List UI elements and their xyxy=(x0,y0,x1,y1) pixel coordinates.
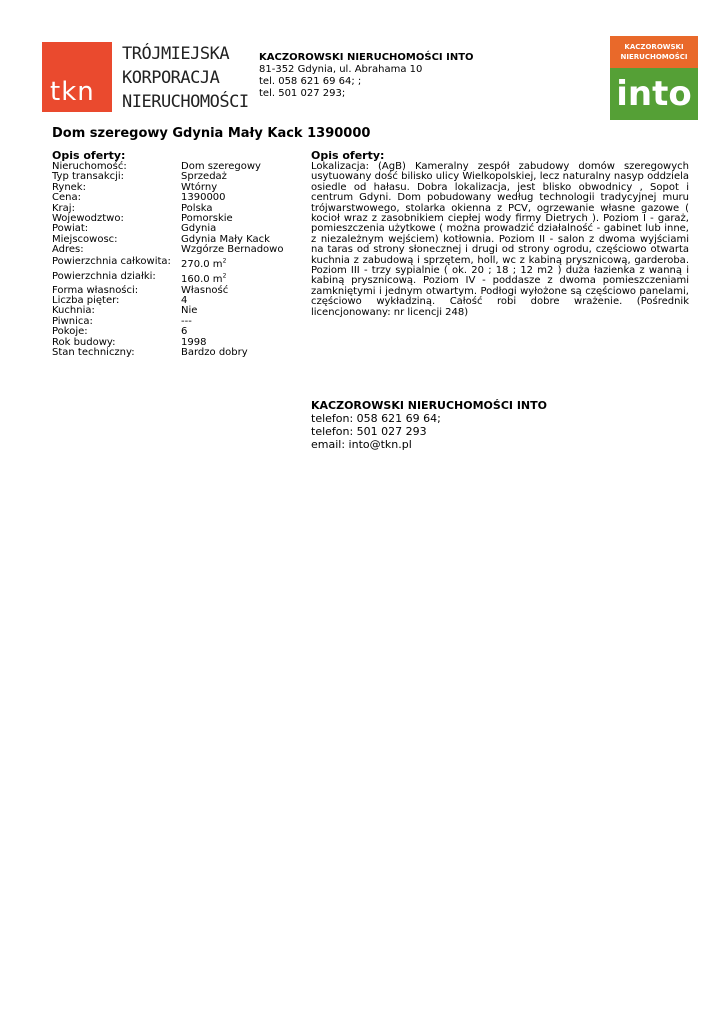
detail-label: Forma własności: xyxy=(52,284,139,296)
agency-phone: tel. 058 621 69 64; ; xyxy=(259,76,362,87)
unit-exponent: 2 xyxy=(222,272,227,280)
tkn-logo-mark xyxy=(42,42,112,112)
detail-value-text: 160.0 m xyxy=(181,273,223,285)
contact-phone: telefon: 058 621 69 64; xyxy=(311,412,441,425)
detail-label: Wojewodztwo: xyxy=(52,213,124,225)
detail-value-text: 1998 xyxy=(181,336,207,348)
into-logo-line: NIERUCHOMOŚCI xyxy=(620,53,688,61)
detail-value-text: Sprzedaż xyxy=(181,171,227,183)
agency-address: 81-352 Gdynia, ul. Abrahama 10 xyxy=(259,64,423,75)
into-logo-word: into xyxy=(610,68,698,120)
detail-value xyxy=(181,256,226,270)
detail-label: Stan techniczny: xyxy=(52,347,135,359)
detail-label: Powierzchnia działki: xyxy=(52,270,156,282)
tkn-logo-line: TRÓJMIEJSKA xyxy=(122,44,230,64)
detail-value-text: 4 xyxy=(181,295,188,307)
detail-label: Cena: xyxy=(52,192,81,204)
details-list xyxy=(52,162,292,359)
tkn-logo-wordmark xyxy=(122,42,249,114)
into-logo xyxy=(610,36,698,120)
agency-phone: tel. 501 027 293; xyxy=(259,88,346,99)
detail-label: Liczba pięter: xyxy=(52,295,120,307)
agency-header xyxy=(259,52,474,100)
tkn-logo-line: KORPORACJA xyxy=(122,68,220,88)
offer-description xyxy=(311,150,689,318)
detail-label: Piwnica: xyxy=(52,315,93,327)
detail-row xyxy=(52,348,292,358)
listing-title: Dom szeregowy Gdynia Mały Kack 1390000 xyxy=(52,126,371,141)
detail-value-text: Gdynia xyxy=(181,223,217,235)
detail-value-text: 6 xyxy=(181,326,188,338)
contact-block xyxy=(311,399,547,451)
offer-details-heading: Opis oferty: xyxy=(52,149,126,162)
detail-row xyxy=(52,193,292,203)
into-logo-top xyxy=(610,36,698,68)
detail-value-text: Nie xyxy=(181,305,198,317)
detail-row xyxy=(52,256,292,270)
detail-value-text: Pomorskie xyxy=(181,213,233,225)
detail-row xyxy=(52,172,292,182)
offer-description-heading: Opis oferty: xyxy=(311,149,385,162)
detail-row xyxy=(52,245,292,255)
detail-label: Typ transakcji: xyxy=(52,171,125,183)
detail-row xyxy=(52,214,292,224)
detail-value-text: Wzgórze Bernadowo xyxy=(181,244,284,256)
detail-row xyxy=(52,183,292,193)
detail-label: Kraj: xyxy=(52,202,75,214)
detail-label: Powiat: xyxy=(52,223,89,235)
tkn-logo-line: NIERUCHOMOŚCI xyxy=(122,92,249,112)
detail-value xyxy=(181,271,226,285)
offer-details xyxy=(52,150,292,359)
detail-label: Kuchnia: xyxy=(52,305,95,317)
tkn-logo xyxy=(42,42,249,114)
contact-name: KACZOROWSKI NIERUCHOMOŚCI INTO xyxy=(311,399,547,412)
detail-value xyxy=(181,286,228,296)
detail-value-text: Dom szeregowy xyxy=(181,161,261,172)
detail-value-text: 270.0 m xyxy=(181,258,223,270)
contact-email: email: into@tkn.pl xyxy=(311,438,412,451)
unit-exponent: 2 xyxy=(222,257,227,265)
tkn-logo-mark-text: tkn xyxy=(50,77,95,107)
detail-value-text: Polska xyxy=(181,202,213,214)
detail-label: Rynek: xyxy=(52,181,86,193)
detail-label: Nieruchomość: xyxy=(52,161,127,172)
offer-description-text: Lokalizacja: (AgB) Kameralny zespół zabudowy domów szeregowych usytuowany dość bilisko ulicy Wielkopolskiej, lecz naturalny nasyp oddziela osiedle od hałasu. Dobra lokalizacja, jest blisko obwodnicy , Sopot i centrum Gdyni. Dom pobudowany według technologii tradycyjnej muru trójwarstwowego, stolarka okienna z PCV, ogrzewanie własne gazowe ( kocioł wraz z zasobnikiem ciepłej wody firmy Dietrych ). Poziom I - garaż, pomieszczenia użytkowe ( można prowadzić działalność - gabinet lub inne, z niezależnym wejściem) kotłownia. Poziom II - salon z dwoma wyjściami na taras od strony słonecznej i drugi od strony ogrodu, częściowo otwarta kuchnia z zabudową i sprzętem, holl, wc z kabiną prysznicową, garderoba. Poziom III - trzy sypialnie ( ok. 20 ; 18 ; 12 m2 ) duża łazienka z wanną i kabiną prysznicową. Poziom IV - poddasze z dwoma pomieszczeniami zamkniętymi i jednym otwartym. Podłogi wyłożone są częściowo panelami, częściowo wykładziną. Całość robi dobre wrażenie. (Pośrednik licencjonowany: nr licencji 248) xyxy=(311,161,689,318)
detail-label: Adres: xyxy=(52,244,84,256)
detail-label: Pokoje: xyxy=(52,326,88,338)
contact-phone: telefon: 501 027 293 xyxy=(311,425,427,438)
detail-label: Powierzchnia całkowita: xyxy=(52,255,171,267)
into-logo-line: KACZOROWSKI xyxy=(624,43,684,51)
detail-value-text: --- xyxy=(181,315,192,327)
detail-value-text: 1390000 xyxy=(181,192,226,204)
detail-row xyxy=(52,317,292,327)
detail-label: Miejscowosc: xyxy=(52,233,118,245)
detail-value-text: Własność xyxy=(181,284,229,296)
agency-name: KACZOROWSKI NIERUCHOMOŚCI INTO xyxy=(259,52,474,63)
detail-label: Rok budowy: xyxy=(52,336,116,348)
detail-value-text: Wtórny xyxy=(181,181,218,193)
detail-value xyxy=(181,348,248,358)
detail-row xyxy=(52,271,292,285)
detail-value-text: Gdynia Mały Kack xyxy=(181,233,270,245)
detail-value xyxy=(181,245,283,255)
detail-value-text: Bardzo dobry xyxy=(181,347,248,359)
